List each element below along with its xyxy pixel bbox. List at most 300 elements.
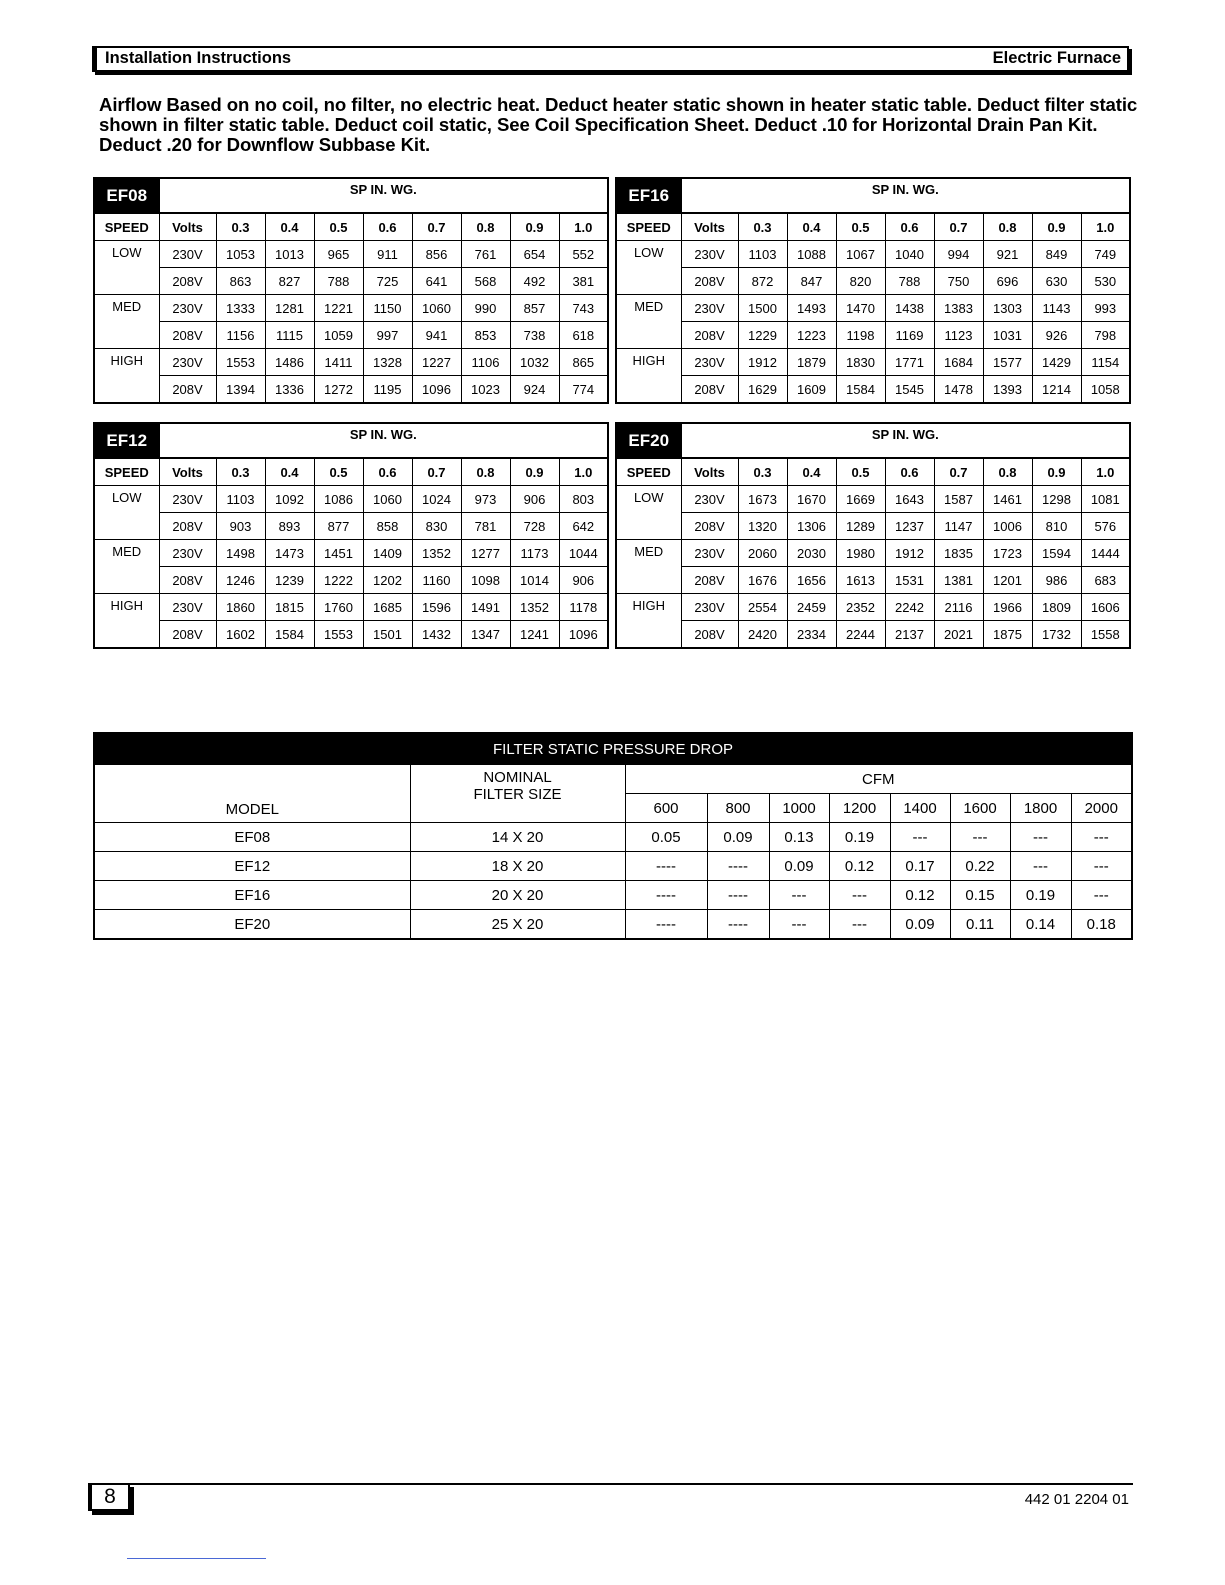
pressure-drop-cell: --- (769, 910, 829, 940)
sp-value-header: 0.6 (885, 458, 934, 486)
pressure-drop-cell: --- (1010, 823, 1071, 852)
model-label: EF12 (94, 423, 159, 458)
pressure-drop-cell: 0.09 (769, 852, 829, 881)
airflow-cell: 1684 (934, 349, 983, 376)
sp-value-header: 0.4 (787, 213, 836, 241)
cfm-value-header: 1400 (890, 794, 950, 823)
volts-cell: 208V (681, 567, 738, 594)
airflow-cell: 1723 (983, 540, 1032, 567)
speed-label: MED (616, 540, 681, 594)
pressure-drop-cell: 0.19 (1010, 881, 1071, 910)
pressure-drop-cell: ---- (625, 910, 707, 940)
airflow-cell: 1013 (265, 241, 314, 268)
pressure-drop-cell: 0.22 (950, 852, 1010, 881)
airflow-cell: 1879 (787, 349, 836, 376)
airflow-cell: 788 (314, 268, 363, 295)
sp-value-header: 0.5 (836, 458, 885, 486)
table-row (616, 513, 1130, 540)
sp-value-header: 0.7 (934, 458, 983, 486)
airflow-cell: 2116 (934, 594, 983, 621)
airflow-cell: 853 (461, 322, 510, 349)
speed-label: LOW (94, 241, 159, 295)
airflow-cell: 1067 (836, 241, 885, 268)
airflow-cell: 1277 (461, 540, 510, 567)
sp-value-header: 0.3 (216, 458, 265, 486)
volts-cell: 208V (159, 322, 216, 349)
model-label: EF20 (616, 423, 681, 458)
airflow-cell: 1032 (510, 349, 559, 376)
table-row (616, 567, 1130, 594)
sp-value-header: 0.8 (983, 213, 1032, 241)
pressure-drop-cell: 0.11 (950, 910, 1010, 940)
header-product: Electric Furnace (992, 49, 1121, 67)
pressure-drop-cell: --- (829, 881, 890, 910)
filter-model-cell: EF12 (94, 852, 410, 881)
filter-table-title: FILTER STATIC PRESSURE DROP (94, 733, 1132, 765)
volts-cell: 208V (681, 376, 738, 404)
table-row (94, 322, 608, 349)
speed-label: HIGH (616, 594, 681, 649)
airflow-cell: 1103 (738, 241, 787, 268)
speed-label: MED (94, 295, 159, 349)
airflow-cell: 1609 (787, 376, 836, 404)
volts-cell: 230V (159, 486, 216, 513)
airflow-cell: 1092 (265, 486, 314, 513)
airflow-cell: 654 (510, 241, 559, 268)
airflow-cell: 1281 (265, 295, 314, 322)
airflow-cell: 1493 (787, 295, 836, 322)
volts-cell: 208V (681, 621, 738, 649)
airflow-cell: 728 (510, 513, 559, 540)
pressure-drop-cell: --- (1071, 823, 1132, 852)
airflow-cell: 1486 (265, 349, 314, 376)
airflow-cell: 530 (1081, 268, 1130, 295)
table-row (94, 567, 608, 594)
airflow-cell: 1096 (412, 376, 461, 404)
airflow-cell: 1150 (363, 295, 412, 322)
airflow-cell: 1584 (265, 621, 314, 649)
airflow-cell: 738 (510, 322, 559, 349)
airflow-cell: 1352 (510, 594, 559, 621)
airflow-cell: 1553 (216, 349, 265, 376)
airflow-cell: 941 (412, 322, 461, 349)
pressure-drop-cell: --- (1071, 852, 1132, 881)
airflow-cell: 1835 (934, 540, 983, 567)
volts-cell: 230V (159, 295, 216, 322)
header-title: Installation Instructions (105, 49, 292, 67)
table-row (94, 910, 1132, 940)
table-row (94, 486, 608, 513)
airflow-cell: 1381 (934, 567, 983, 594)
airflow-cell: 1006 (983, 513, 1032, 540)
volts-cell: 230V (681, 486, 738, 513)
pressure-drop-cell: ---- (707, 881, 769, 910)
table-row (94, 349, 608, 376)
airflow-cell: 1451 (314, 540, 363, 567)
table-row (94, 295, 608, 322)
airflow-cell: 1771 (885, 349, 934, 376)
airflow-cell: 2030 (787, 540, 836, 567)
airflow-cell: 906 (559, 567, 608, 594)
airflow-cell: 1214 (1032, 376, 1081, 404)
table-row (616, 376, 1130, 404)
airflow-cell: 1411 (314, 349, 363, 376)
table-row (616, 349, 1130, 376)
airflow-cell: 1912 (738, 349, 787, 376)
airflow-cell: 1670 (787, 486, 836, 513)
airflow-cell: 1470 (836, 295, 885, 322)
sp-value-header: 1.0 (1081, 458, 1130, 486)
airflow-cell: 857 (510, 295, 559, 322)
airflow-cell: 1320 (738, 513, 787, 540)
airflow-cell: 1613 (836, 567, 885, 594)
airflow-cell: 1333 (216, 295, 265, 322)
airflow-cell: 1643 (885, 486, 934, 513)
airflow-cell: 1760 (314, 594, 363, 621)
airflow-cell: 1024 (412, 486, 461, 513)
cfm-value-header: 2000 (1071, 794, 1132, 823)
airflow-cell: 1198 (836, 322, 885, 349)
airflow-cell: 1058 (1081, 376, 1130, 404)
airflow-cell: 1053 (216, 241, 265, 268)
airflow-cell: 994 (934, 241, 983, 268)
volts-cell: 208V (159, 268, 216, 295)
filter-model-cell: EF20 (94, 910, 410, 940)
volts-cell: 230V (681, 540, 738, 567)
airflow-cell: 1584 (836, 376, 885, 404)
airflow-cell: 1347 (461, 621, 510, 649)
volts-cell: 230V (681, 241, 738, 268)
airflow-cell: 2137 (885, 621, 934, 649)
speed-label: MED (94, 540, 159, 594)
sp-value-header: 0.7 (412, 213, 461, 241)
airflow-cell: 1860 (216, 594, 265, 621)
pressure-drop-cell: 0.09 (890, 910, 950, 940)
sp-value-header: 0.8 (461, 458, 510, 486)
sp-header: SP IN. WG. (681, 178, 1130, 213)
airflow-cell: 1023 (461, 376, 510, 404)
speed-label: MED (616, 295, 681, 349)
airflow-cell: 618 (559, 322, 608, 349)
cfm-value-header: 1800 (1010, 794, 1071, 823)
sp-value-header: 0.5 (314, 213, 363, 241)
airflow-cell: 1123 (934, 322, 983, 349)
airflow-cell: 1809 (1032, 594, 1081, 621)
airflow-cell: 1088 (787, 241, 836, 268)
pressure-drop-cell: ---- (707, 910, 769, 940)
sp-value-header: 0.5 (314, 458, 363, 486)
airflow-cell: 1081 (1081, 486, 1130, 513)
speed-label: LOW (616, 486, 681, 540)
table-row (94, 513, 608, 540)
sp-value-header: 0.3 (738, 213, 787, 241)
table-row (94, 540, 608, 567)
table-row (94, 376, 608, 404)
airflow-cell: 1059 (314, 322, 363, 349)
airflow-cell: 1201 (983, 567, 1032, 594)
volts-cell: 208V (159, 513, 216, 540)
volts-cell: 208V (159, 376, 216, 404)
page-number: 8 (88, 1483, 130, 1511)
airflow-cell: 1306 (787, 513, 836, 540)
volts-cell: 208V (159, 621, 216, 649)
pressure-drop-cell: 0.12 (890, 881, 950, 910)
airflow-cell: 1160 (412, 567, 461, 594)
airflow-cell: 830 (412, 513, 461, 540)
airflow-cell: 2021 (934, 621, 983, 649)
airflow-cell: 1202 (363, 567, 412, 594)
airflow-cell: 1980 (836, 540, 885, 567)
pressure-drop-cell: 0.15 (950, 881, 1010, 910)
airflow-cell: 1409 (363, 540, 412, 567)
volts-cell: 230V (159, 241, 216, 268)
airflow-cell: 1473 (265, 540, 314, 567)
airflow-cell: 743 (559, 295, 608, 322)
volts-cell: 230V (681, 295, 738, 322)
airflow-cell: 2554 (738, 594, 787, 621)
bottom-link-line (127, 1558, 266, 1559)
airflow-table-ef08 (93, 177, 609, 404)
footer-rule (88, 1483, 1133, 1485)
airflow-cell: 1545 (885, 376, 934, 404)
col-speed-header: SPEED (616, 458, 681, 486)
sp-value-header: 0.7 (412, 458, 461, 486)
page-header (92, 46, 1129, 72)
airflow-cell: 926 (1032, 322, 1081, 349)
airflow-cell: 1602 (216, 621, 265, 649)
cfm-value-header: 1000 (769, 794, 829, 823)
table-row (94, 594, 608, 621)
sp-header: SP IN. WG. (681, 423, 1130, 458)
airflow-cell: 849 (1032, 241, 1081, 268)
airflow-cell: 1303 (983, 295, 1032, 322)
sp-header: SP IN. WG. (159, 423, 608, 458)
table-row (94, 823, 1132, 852)
airflow-cell: 696 (983, 268, 1032, 295)
col-volts-header: Volts (681, 458, 738, 486)
volts-cell: 230V (159, 594, 216, 621)
airflow-cell: 903 (216, 513, 265, 540)
sp-value-header: 1.0 (559, 458, 608, 486)
pressure-drop-cell: ---- (707, 852, 769, 881)
airflow-cell: 1732 (1032, 621, 1081, 649)
airflow-cell: 1685 (363, 594, 412, 621)
sp-header: SP IN. WG. (159, 178, 608, 213)
airflow-cell: 865 (559, 349, 608, 376)
airflow-cell: 1223 (787, 322, 836, 349)
airflow-cell: 820 (836, 268, 885, 295)
volts-cell: 208V (681, 268, 738, 295)
airflow-cell: 552 (559, 241, 608, 268)
airflow-cell: 827 (265, 268, 314, 295)
airflow-cell: 1060 (412, 295, 461, 322)
airflow-cell: 781 (461, 513, 510, 540)
airflow-cell: 2242 (885, 594, 934, 621)
sp-value-header: 0.3 (216, 213, 265, 241)
pressure-drop-cell: 0.05 (625, 823, 707, 852)
airflow-cell: 997 (363, 322, 412, 349)
airflow-cell: 1606 (1081, 594, 1130, 621)
airflow-cell: 1229 (738, 322, 787, 349)
airflow-cell: 872 (738, 268, 787, 295)
table-row (616, 322, 1130, 349)
col-volts-header: Volts (159, 213, 216, 241)
pressure-drop-cell: 0.12 (829, 852, 890, 881)
volts-cell: 208V (681, 322, 738, 349)
airflow-cell: 921 (983, 241, 1032, 268)
airflow-cell: 492 (510, 268, 559, 295)
speed-label: LOW (94, 486, 159, 540)
pressure-drop-cell: --- (890, 823, 950, 852)
airflow-cell: 1173 (510, 540, 559, 567)
sp-value-header: 0.6 (363, 213, 412, 241)
airflow-table-ef12 (93, 422, 609, 649)
airflow-cell: 1815 (265, 594, 314, 621)
model-label: EF16 (616, 178, 681, 213)
model-label: EF08 (94, 178, 159, 213)
table-row (616, 621, 1130, 649)
airflow-cell: 1096 (559, 621, 608, 649)
airflow-cell: 1383 (934, 295, 983, 322)
airflow-cell: 1429 (1032, 349, 1081, 376)
airflow-cell: 1875 (983, 621, 1032, 649)
airflow-cell: 2459 (787, 594, 836, 621)
airflow-cell: 858 (363, 513, 412, 540)
airflow-cell: 803 (559, 486, 608, 513)
pressure-drop-cell: 0.14 (1010, 910, 1071, 940)
airflow-cell: 1221 (314, 295, 363, 322)
col-model-header: MODEL (94, 765, 410, 823)
airflow-cell: 973 (461, 486, 510, 513)
table-row (94, 881, 1132, 910)
pressure-drop-cell: 0.09 (707, 823, 769, 852)
airflow-cell: 1336 (265, 376, 314, 404)
airflow-cell: 1498 (216, 540, 265, 567)
airflow-cell: 1031 (983, 322, 1032, 349)
airflow-cell: 1143 (1032, 295, 1081, 322)
airflow-cell: 381 (559, 268, 608, 295)
pressure-drop-cell: ---- (625, 881, 707, 910)
airflow-cell: 1577 (983, 349, 1032, 376)
table-row (616, 268, 1130, 295)
airflow-cell: 1237 (885, 513, 934, 540)
airflow-cell: 683 (1081, 567, 1130, 594)
airflow-cell: 749 (1081, 241, 1130, 268)
airflow-cell: 986 (1032, 567, 1081, 594)
airflow-cell: 1438 (885, 295, 934, 322)
airflow-cell: 847 (787, 268, 836, 295)
col-speed-header: SPEED (616, 213, 681, 241)
airflow-cell: 761 (461, 241, 510, 268)
sp-value-header: 1.0 (559, 213, 608, 241)
airflow-cell: 1673 (738, 486, 787, 513)
airflow-cell: 1629 (738, 376, 787, 404)
sp-value-header: 0.8 (461, 213, 510, 241)
cfm-value-header: 1600 (950, 794, 1010, 823)
sp-value-header: 0.5 (836, 213, 885, 241)
airflow-cell: 1394 (216, 376, 265, 404)
airflow-cell: 863 (216, 268, 265, 295)
airflow-cell: 1246 (216, 567, 265, 594)
volts-cell: 230V (681, 349, 738, 376)
airflow-cell: 1461 (983, 486, 1032, 513)
airflow-cell: 924 (510, 376, 559, 404)
airflow-cell: 993 (1081, 295, 1130, 322)
speed-label: HIGH (94, 594, 159, 649)
sp-value-header: 0.4 (265, 213, 314, 241)
airflow-cell: 641 (412, 268, 461, 295)
col-nominal-line2: FILTER SIZE (473, 786, 562, 803)
table-row (94, 852, 1132, 881)
volts-cell: 208V (681, 513, 738, 540)
airflow-cell: 1500 (738, 295, 787, 322)
table-row (616, 486, 1130, 513)
airflow-cell: 1060 (363, 486, 412, 513)
filter-size-cell: 20 X 20 (410, 881, 625, 910)
airflow-cell: 2352 (836, 594, 885, 621)
airflow-cell: 1912 (885, 540, 934, 567)
airflow-cell: 1478 (934, 376, 983, 404)
airflow-cell: 1222 (314, 567, 363, 594)
airflow-cell: 965 (314, 241, 363, 268)
volts-cell: 230V (159, 349, 216, 376)
sp-value-header: 0.6 (885, 213, 934, 241)
airflow-cell: 1444 (1081, 540, 1130, 567)
airflow-cell: 1501 (363, 621, 412, 649)
airflow-cell: 630 (1032, 268, 1081, 295)
pressure-drop-cell: --- (950, 823, 1010, 852)
filter-size-cell: 25 X 20 (410, 910, 625, 940)
table-row (616, 540, 1130, 567)
airflow-cell: 1272 (314, 376, 363, 404)
airflow-cell: 1656 (787, 567, 836, 594)
airflow-cell: 1178 (559, 594, 608, 621)
airflow-cell: 1491 (461, 594, 510, 621)
airflow-table-ef16 (615, 177, 1131, 404)
airflow-cell: 1676 (738, 567, 787, 594)
airflow-cell: 1239 (265, 567, 314, 594)
airflow-cell: 1147 (934, 513, 983, 540)
airflow-cell: 750 (934, 268, 983, 295)
airflow-note: Airflow Based on no coil, no filter, no electric heat. Deduct heater static shown in heater static table. Deduct filter static shown in filter static table. Deduct coil static, See Coil Specification Sheet. Deduct .10 for Horizontal Drain Pan Kit. Deduct .20 for Downflow Subbase Kit. (99, 94, 1138, 155)
airflow-cell: 2420 (738, 621, 787, 649)
filter-size-cell: 14 X 20 (410, 823, 625, 852)
airflow-cell: 1352 (412, 540, 461, 567)
airflow-cell: 1241 (510, 621, 559, 649)
airflow-cell: 1040 (885, 241, 934, 268)
filter-size-cell: 18 X 20 (410, 852, 625, 881)
airflow-cell: 1289 (836, 513, 885, 540)
airflow-cell: 990 (461, 295, 510, 322)
airflow-cell: 798 (1081, 322, 1130, 349)
pressure-drop-cell: --- (1010, 852, 1071, 881)
airflow-cell: 788 (885, 268, 934, 295)
airflow-cell: 1558 (1081, 621, 1130, 649)
pressure-drop-cell: 0.17 (890, 852, 950, 881)
airflow-cell: 1227 (412, 349, 461, 376)
airflow-cell: 1014 (510, 567, 559, 594)
airflow-cell: 1393 (983, 376, 1032, 404)
col-nominal-line1: NOMINAL (483, 769, 552, 786)
airflow-cell: 1553 (314, 621, 363, 649)
airflow-cell: 1103 (216, 486, 265, 513)
filter-model-cell: EF16 (94, 881, 410, 910)
airflow-cell: 2244 (836, 621, 885, 649)
volts-cell: 230V (681, 594, 738, 621)
sp-value-header: 0.9 (510, 458, 559, 486)
pressure-drop-cell: 0.19 (829, 823, 890, 852)
sp-value-header: 0.9 (1032, 458, 1081, 486)
